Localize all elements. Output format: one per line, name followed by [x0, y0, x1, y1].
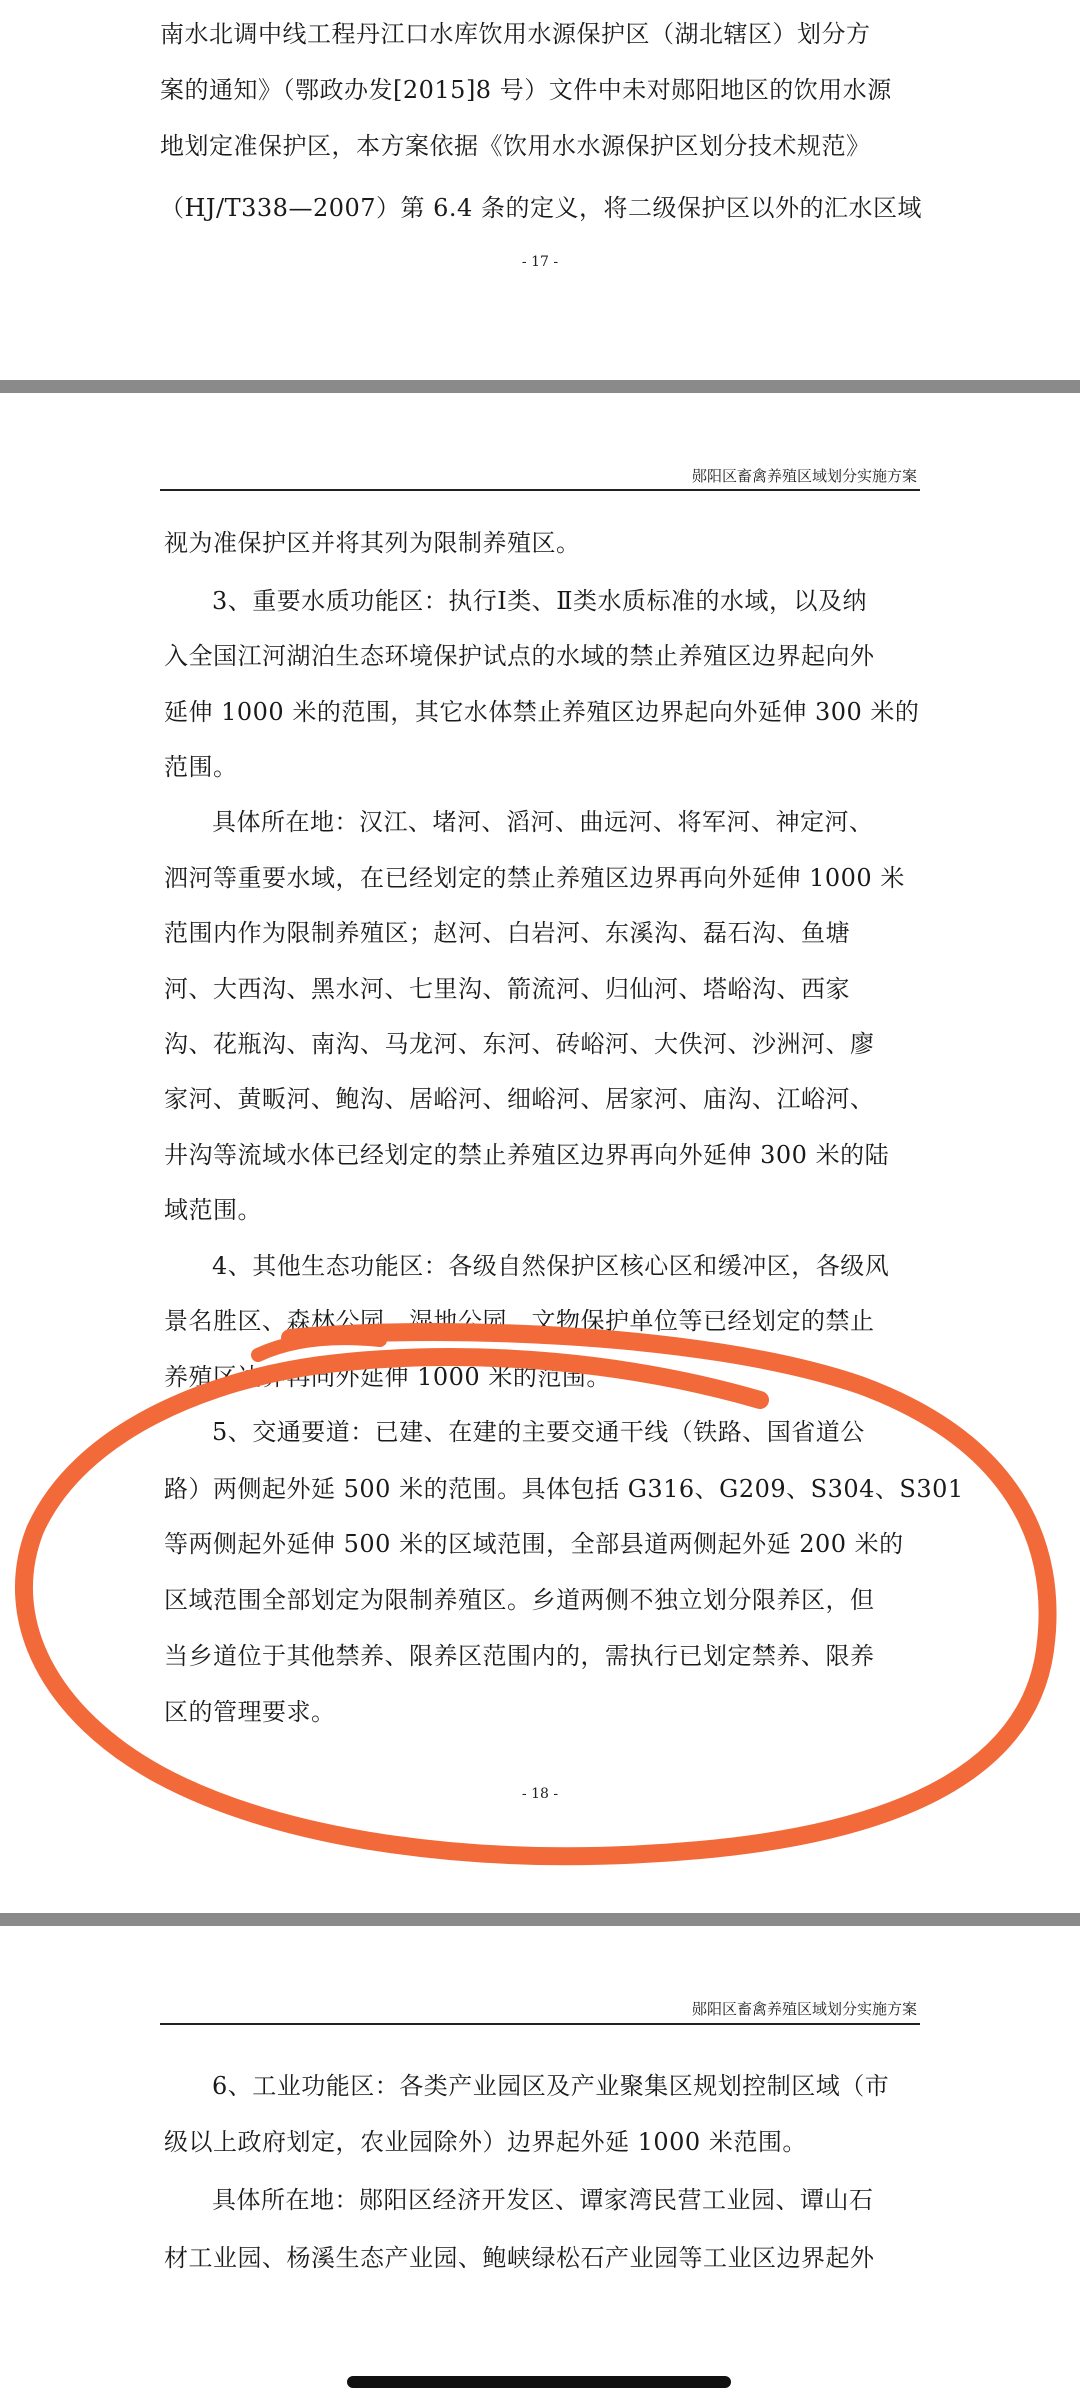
page-number: - 18 - [521, 1786, 559, 1802]
body-line: 级以上政府划定，农业园除外）边界起外延 1000 米范围。 [164, 2128, 807, 2156]
body-line: 区域范围全部划定为限制养殖区。乡道两侧不独立划分限养区，但 [164, 1586, 875, 1614]
body-line: 养殖区边界再向外延伸 1000 米的范围。 [164, 1363, 611, 1391]
body-line: 具体所在地：汉江、堵河、滔河、曲远河、将军河、神定河、 [212, 808, 874, 836]
document-page-17 [0, 0, 1080, 380]
page-separator [0, 1913, 1080, 1926]
body-line: 案的通知》（鄂政办发[2015]8 号）文件中未对郧阳地区的饮用水源 [160, 76, 892, 104]
body-line: 范围内作为限制养殖区；赵河、白岩河、东溪沟、磊石沟、鱼塘 [164, 919, 850, 947]
body-line: 区的管理要求。 [164, 1698, 336, 1726]
body-line: 入全国江河湖泊生态环境保护试点的水域的禁止养殖区边界起向外 [164, 642, 875, 670]
body-line: （HJ/T338—2007）第 6.4 条的定义，将二级保护区以外的汇水区域 [160, 194, 922, 222]
body-line: 井沟等流域水体已经划定的禁止养殖区边界再向外延伸 300 米的陆 [164, 1141, 890, 1169]
body-line: 视为准保护区并将其列为限制养殖区。 [164, 529, 581, 557]
body-line: 等两侧起外延伸 500 米的区域范围，全部县道两侧起外延 200 米的 [164, 1530, 904, 1558]
body-line: 范围。 [164, 753, 238, 781]
running-header: 郧阳区畜禽养殖区域划分实施方案 [691, 467, 917, 485]
body-line: 5、交通要道：已建、在建的主要交通干线（铁路、国省道公 [212, 1418, 865, 1446]
body-line: 家河、黄畈河、鲍沟、居峪河、细峪河、居家河、庙沟、江峪河、 [164, 1085, 875, 1113]
body-line: 地划定准保护区，本方案依据《饮用水水源保护区划分技术规范》 [160, 132, 871, 160]
body-line: 路）两侧起外延 500 米的范围。具体包括 G316、G209、S304、S301 [164, 1475, 964, 1503]
body-line: 河、大西沟、黑水河、七里沟、箭流河、归仙河、塔峪沟、西家 [164, 975, 850, 1003]
document-page-19 [0, 1926, 1080, 2400]
body-line: 景名胜区、森林公园、湿地公园、文物保护单位等已经划定的禁止 [164, 1307, 875, 1335]
header-rule [160, 489, 920, 491]
body-line: 6、工业功能区：各类产业园区及产业聚集区规划控制区域（市 [212, 2072, 890, 2100]
body-line: 延伸 1000 米的范围，其它水体禁止养殖区边界起向外延伸 300 米的 [164, 698, 920, 726]
body-line: 沟、花瓶沟、南沟、马龙河、东河、砖峪河、大佚河、沙洲河、廖 [164, 1030, 875, 1058]
body-line: 4、其他生态功能区：各级自然保护区核心区和缓冲区，各级风 [212, 1252, 890, 1280]
body-line: 域范围。 [164, 1196, 262, 1224]
header-rule [160, 2023, 920, 2025]
body-line: 3、重要水质功能区：执行Ⅰ类、Ⅱ类水质标准的水域，以及纳 [212, 587, 868, 615]
document-page-18 [0, 393, 1080, 1913]
page-number: - 17 - [521, 254, 559, 270]
body-line: 泗河等重要水域，在已经划定的禁止养殖区边界再向外延伸 1000 米 [164, 864, 905, 892]
body-line: 当乡道位于其他禁养、限养区范围内的，需执行已划定禁养、限养 [164, 1642, 875, 1670]
home-indicator[interactable] [347, 2376, 731, 2388]
body-line: 材工业园、杨溪生态产业园、鲍峡绿松石产业园等工业区边界起外 [164, 2244, 875, 2272]
page-separator [0, 380, 1080, 393]
body-line: 南水北调中线工程丹江口水库饮用水源保护区（湖北辖区）划分方 [160, 20, 871, 48]
body-line: 具体所在地：郧阳区经济开发区、谭家湾民营工业园、谭山石 [212, 2186, 874, 2214]
running-header: 郧阳区畜禽养殖区域划分实施方案 [691, 2000, 917, 2018]
